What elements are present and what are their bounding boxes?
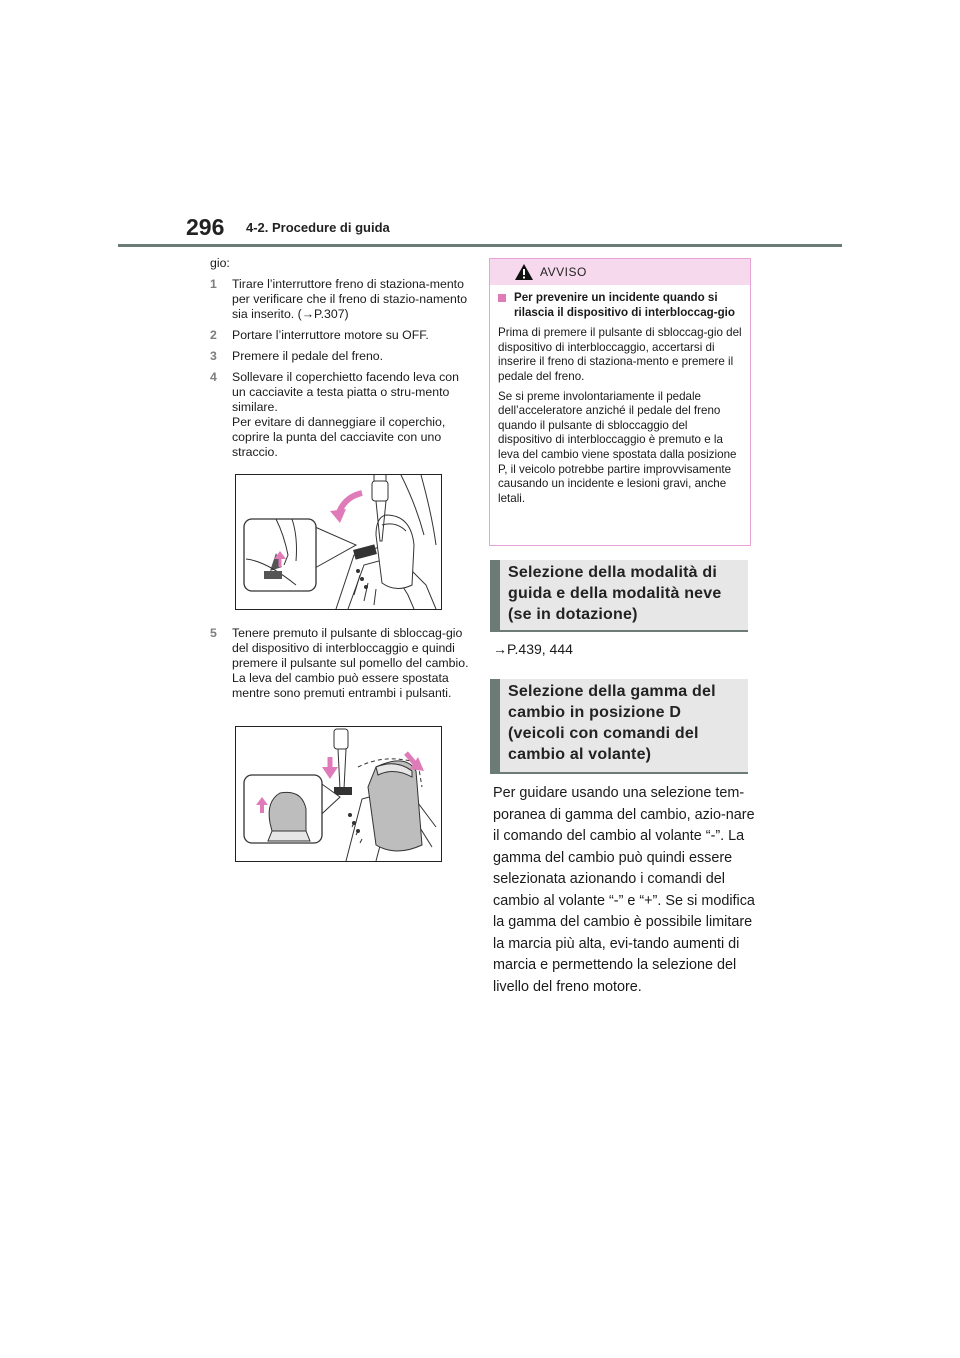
step-text: Tenere premuto il pulsante di sbloccag-gio del dispositivo di interbloccaggio e quindi premere il pulsante sul pomello del cambio. La leva del cambio può essere spostata mentre sono premuti entrambi i pulsanti. [232,626,469,700]
step-item [210,277,472,322]
step-number: 5 [210,626,217,640]
bullet-square-icon [498,294,506,302]
shift-lock-release-illustration [235,726,442,862]
warning-icon [514,263,534,281]
step-number: 3 [210,349,217,363]
section-title: 4-2. Procedure di guida [246,220,390,235]
warning-paragraph: Prima di premere il pulsante di sbloccag-gio del dispositivo di interbloccaggio, accertarsi di inserire il freno di staziona-mento e premere il pedale del freno. [498,326,742,383]
step-text: Portare l’interruttore motore su OFF. [232,328,429,342]
page-number: 296 [186,214,225,240]
section-heading-drive-mode: Selezione della modalità di guida e della modalità neve (se in dotazione) [490,560,748,632]
intro-text: gio: [210,256,230,270]
warning-bullet [498,291,742,320]
screwdriver-cover-illustration [235,474,442,610]
warning-header [490,259,750,285]
header-divider [118,244,842,247]
warning-bullet-text: Per prevenire un incidente quando si rilascia il dispositivo di interbloccag-gio [514,291,735,319]
step-text: Premere il pedale del freno. [232,349,384,363]
warning-box [489,258,751,546]
step-item [210,328,472,343]
step-number: 1 [210,277,217,291]
step-text: Tirare l’interruttore freno di staziona-mento per verificare che il freno di stazio-namento sia inserito. (→P.307) [232,277,468,321]
step-text: Sollevare il coperchietto facendo leva con un cacciavite a testa piatta o stru-mento similare. Per evitare di danneggiare il coperchio, coprire la punta del cacciavite con uno straccio. [232,370,459,459]
step-item [210,349,472,364]
warning-title: AVVISO [540,265,587,279]
warning-body [490,285,750,506]
body-paragraph: Per guidare usando una selezione tem-poranea di gamma del cambio, azio-nare il comando del cambio al volante “-”. La gamma del cambio può quindi essere selezionata azionando i comandi del cambio al volante “-” e “+”. Se si modifica la gamma del cambio è possibile limitare la marcia più alta, evi-tando aumenti di marcia e permettendo la selezione del livello del freno motore. [493,785,755,995]
step-item [210,370,472,460]
warning-paragraph: Se si preme involontariamente il pedale dell’acceleratore anziché il pedale del freno quando il pulsante di sbloccaggio del dispositivo di interbloccaggio è premuto e la leva del cambio viene spostata dalla posizione P, il veicolo potrebbe partire improvvisamente causando un incidente e lesioni gravi, anche letali. [498,389,737,505]
step-number: 2 [210,328,217,342]
step-number: 4 [210,370,217,384]
step-item [210,626,472,701]
section-heading-shift-range: Selezione della gamma del cambio in posizione D (veicoli con comandi del cambio al volante) [490,679,748,774]
page-reference: →P.439, 444 [493,641,573,657]
